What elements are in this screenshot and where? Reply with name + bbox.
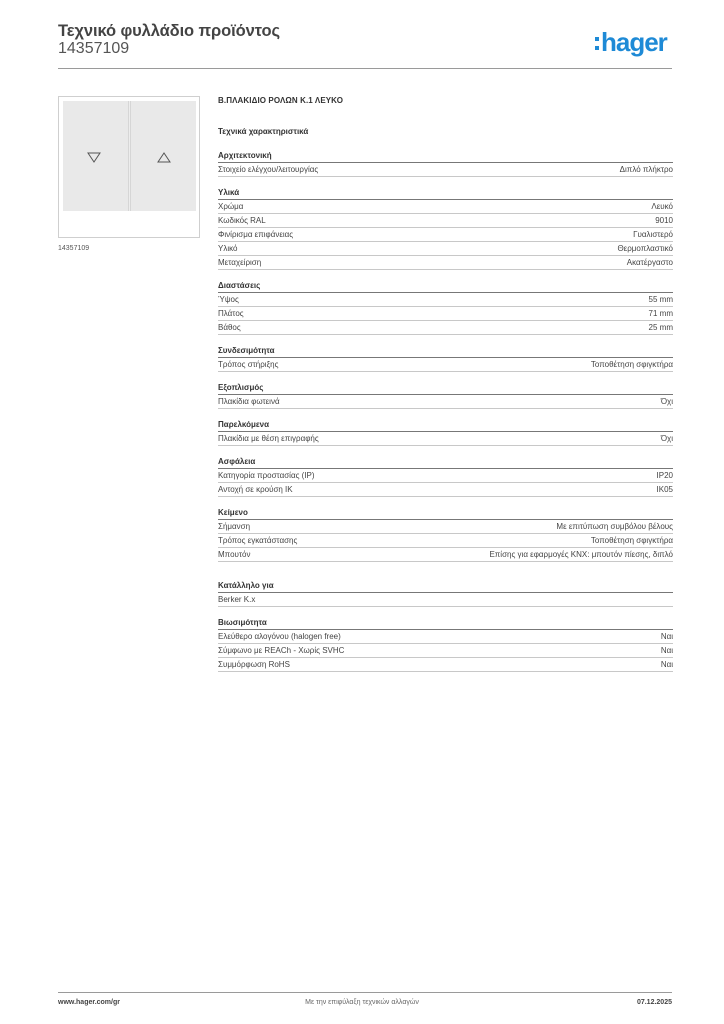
spec-value: Τοποθέτηση σφιγκτήρα — [590, 536, 673, 545]
spec-value: 25 mm — [648, 323, 673, 332]
arrow-up-icon — [157, 151, 171, 165]
header-divider — [58, 68, 672, 69]
spec-row — [218, 395, 673, 409]
spec-key: Πλακίδια φωτεινά — [218, 397, 280, 406]
footer-divider — [58, 992, 672, 993]
spec-key: Υλικό — [218, 244, 238, 253]
spec-value: Όχι — [660, 397, 673, 406]
spec-key: Βάθος — [218, 323, 241, 332]
spec-value: Ναι — [660, 646, 673, 655]
spec-key: Τρόπος εγκατάστασης — [218, 536, 298, 545]
spec-row — [218, 200, 673, 214]
spec-row — [218, 293, 673, 307]
spec-sections — [218, 150, 673, 672]
switch-plate — [63, 101, 195, 211]
spec-section — [218, 187, 673, 270]
footer-notice: Με την επιφύλαξη τεχνικών αλλαγών — [305, 999, 419, 1006]
spec-key: Αντοχή σε κρούση IK — [218, 485, 293, 494]
spec-row — [218, 163, 673, 177]
spec-row — [218, 644, 673, 658]
spec-value: Όχι — [660, 434, 673, 443]
spec-row — [218, 630, 673, 644]
spec-row — [218, 256, 673, 270]
spec-section — [218, 150, 673, 177]
spec-value: 55 mm — [648, 295, 673, 304]
spec-key: Κατηγορία προστασίας (IP) — [218, 471, 315, 480]
spec-key: Ελεύθερο αλογόνου (halogen free) — [218, 632, 341, 641]
spec-key: Μεταχείριση — [218, 258, 262, 267]
logo-text: hager — [601, 27, 667, 57]
spec-section — [218, 382, 673, 409]
section-title: Ασφάλεια — [218, 456, 673, 469]
spec-section — [218, 617, 673, 672]
spec-value: 9010 — [655, 216, 673, 225]
spec-row — [218, 358, 673, 372]
document-title: Τεχνικό φυλλάδιο προϊόντος — [58, 22, 280, 40]
spec-value: Ακατέργαστο — [626, 258, 673, 267]
spec-section — [218, 580, 673, 607]
spec-key: Σύμφωνο με REACh - Χωρίς SVHC — [218, 646, 345, 655]
spec-row — [218, 483, 673, 497]
spec-row — [218, 321, 673, 335]
spec-section — [218, 280, 673, 335]
spec-row — [218, 593, 673, 607]
section-title: Αρχιτεκτονική — [218, 150, 673, 163]
spec-key: Πλακίδια με θέση επιγραφής — [218, 434, 319, 443]
section-title: Βιωσιμότητα — [218, 617, 673, 630]
product-image — [58, 96, 200, 238]
tech-heading: Τεχνικά χαρακτηριστικά — [218, 127, 309, 136]
spec-section — [218, 345, 673, 372]
spec-value: IP20 — [656, 471, 673, 480]
section-title: Κατάλληλο για — [218, 580, 673, 593]
spec-row — [218, 548, 673, 562]
spec-row — [218, 228, 673, 242]
spec-value: Με επιτύπωση συμβόλου βέλους — [556, 522, 673, 531]
spec-row — [218, 242, 673, 256]
section-title: Υλικά — [218, 187, 673, 200]
spec-key: Σήμανση — [218, 522, 251, 531]
section-title: Διαστάσεις — [218, 280, 673, 293]
product-code: 14357109 — [58, 40, 130, 57]
spec-key: Ύψος — [218, 295, 239, 304]
spec-key: Στοιχείο ελέγχου/λειτουργίας — [218, 165, 319, 174]
spec-value: 71 mm — [648, 309, 673, 318]
section-title: Εξοπλισμός — [218, 382, 673, 395]
rocker-left — [63, 101, 129, 211]
spec-key: Συμμόρφωση RoHS — [218, 660, 290, 669]
spec-key: Κωδικός RAL — [218, 216, 266, 225]
spec-value: Επίσης για εφαρμογές KNX: μπουτόν πίεσης, διπλό — [489, 550, 673, 559]
section-title: Συνδεσιμότητα — [218, 345, 673, 358]
spec-row — [218, 534, 673, 548]
footer-website: www.hager.com/gr — [58, 999, 120, 1006]
image-caption: 14357109 — [58, 245, 90, 252]
section-title: Κείμενο — [218, 507, 673, 520]
spec-row — [218, 432, 673, 446]
spec-value: Τοποθέτηση σφιγκτήρα — [590, 360, 673, 369]
spec-value: Θερμοπλαστικό — [617, 244, 673, 253]
spec-value: IK05 — [656, 485, 673, 494]
spec-section — [218, 456, 673, 497]
spec-key: Berker K.x — [218, 595, 256, 604]
spec-content — [218, 96, 673, 682]
spec-value: Λευκό — [651, 202, 673, 211]
spec-key: Χρώμα — [218, 202, 244, 211]
spec-row — [218, 469, 673, 483]
rocker-right — [130, 101, 196, 211]
spec-value: Γυαλιστερό — [633, 230, 673, 239]
spec-section — [218, 507, 673, 562]
spec-row — [218, 307, 673, 321]
logo-dots-icon — [595, 37, 599, 50]
spec-section — [218, 419, 673, 446]
spec-row — [218, 214, 673, 228]
hager-logo — [595, 27, 667, 57]
section-title: Παρελκόμενα — [218, 419, 673, 432]
spec-row — [218, 520, 673, 534]
spec-key: Φινίρισμα επιφάνειας — [218, 230, 294, 239]
spec-key: Μπουτόν — [218, 550, 251, 559]
spec-key: Τρόπος στήριξης — [218, 360, 279, 369]
arrow-down-icon — [87, 151, 101, 165]
spec-key: Πλάτος — [218, 309, 244, 318]
spec-row — [218, 658, 673, 672]
footer-date: 07.12.2025 — [636, 999, 672, 1006]
spec-value: Ναι — [660, 660, 673, 669]
spec-value: Διπλό πλήκτρο — [619, 165, 673, 174]
product-name: Β.ΠΛΑΚΙΔΙΟ ΡΟΛΩΝ Κ.1 ΛΕΥΚΟ — [218, 96, 344, 105]
spec-value: Ναι — [660, 632, 673, 641]
